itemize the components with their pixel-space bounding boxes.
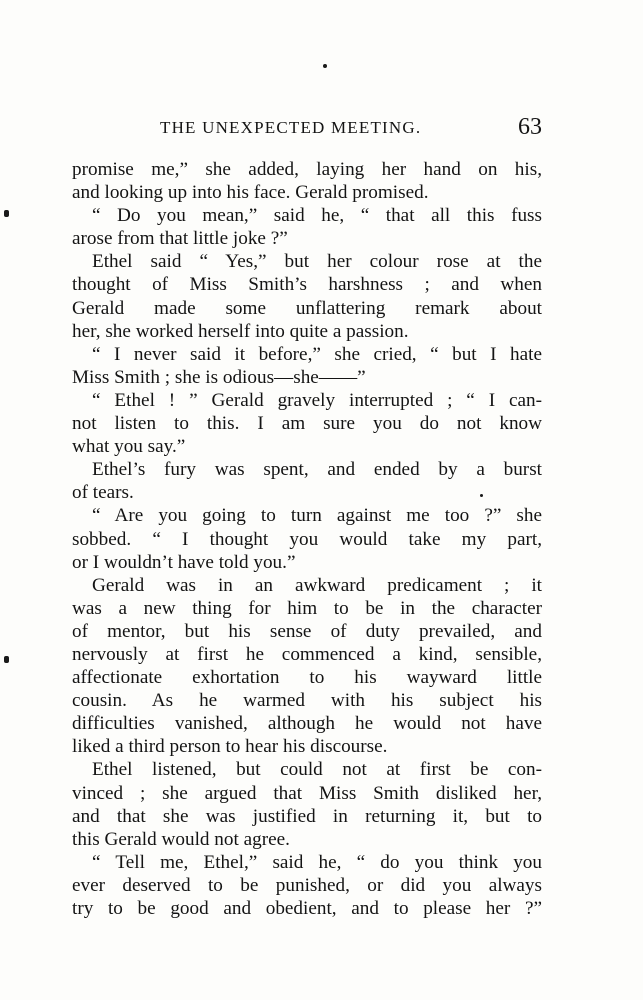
- page-number: 63: [518, 114, 542, 140]
- text-line: and looking up into his face. Gerald promised.: [72, 182, 429, 204]
- page-header: [72, 114, 542, 144]
- text-line: Ethel listened, but could not at first be con-: [92, 759, 542, 781]
- text-line: thought of Miss Smith’s harshness ; and when: [72, 274, 542, 296]
- text-line: sobbed. “ I thought you would take my part,: [72, 528, 542, 550]
- text-line: difficulties vanished, although he would not have: [72, 713, 542, 735]
- text-line: “ I never said it before,” she cried, “ but I hate: [92, 343, 542, 365]
- text-line: this Gerald would not agree.: [72, 828, 290, 850]
- running-head: THE UNEXPECTED MEETING.: [160, 118, 422, 137]
- text-line: nervously at first he commenced a kind, sensible,: [72, 643, 542, 665]
- ink-speck: [4, 210, 9, 217]
- text-line: and that she was justified in returning it, but to: [72, 805, 542, 827]
- text-line: Ethel said “ Yes,” but her colour rose at the: [92, 251, 542, 273]
- text-line: vinced ; she argued that Miss Smith disliked her,: [72, 782, 542, 804]
- text-line: her, she worked herself into quite a passion.: [72, 320, 409, 342]
- text-line: not listen to this. I am sure you do not know: [72, 413, 542, 435]
- text-line: Miss Smith ; she is odious—she——”: [72, 366, 366, 388]
- text-line: ever deserved to be punished, or did you always: [72, 874, 542, 896]
- text-line: promise me,” she added, laying her hand on his,: [72, 159, 542, 180]
- text-line: what you say.”: [72, 436, 186, 458]
- text-line: Gerald was in an awkward predicament ; it: [92, 574, 542, 596]
- text-line: or I wouldn’t have told you.”: [72, 551, 296, 573]
- text-line: of mentor, but his sense of duty prevailed, and: [72, 620, 542, 642]
- text-line: of tears.: [72, 482, 134, 504]
- text-line: Ethel’s fury was spent, and ended by a burst: [92, 459, 542, 481]
- text-line: Gerald made some unflattering remark about: [72, 297, 542, 319]
- text-line: was a new thing for him to be in the character: [72, 597, 542, 619]
- text-line: liked a third person to hear his discourse.: [72, 736, 388, 758]
- text-line: cousin. As he warmed with his subject his: [72, 690, 542, 712]
- text-line: arose from that little joke ?”: [72, 228, 288, 250]
- text-line: affectionate exhortation to his wayward little: [72, 667, 542, 689]
- ink-speck: [4, 656, 9, 663]
- text-line: “ Do you mean,” said he, “ that all this fuss: [92, 205, 542, 227]
- text-line: “ Are you going to turn against me too ?” she: [92, 505, 542, 527]
- text-line: try to be good and obedient, and to please her ?”: [72, 898, 542, 919]
- text-line: “ Tell me, Ethel,” said he, “ do you think you: [92, 851, 542, 873]
- body-text: [72, 158, 542, 920]
- text-line: “ Ethel ! ” Gerald gravely interrupted ; “ I can-: [92, 389, 542, 411]
- ink-speck: [323, 64, 327, 68]
